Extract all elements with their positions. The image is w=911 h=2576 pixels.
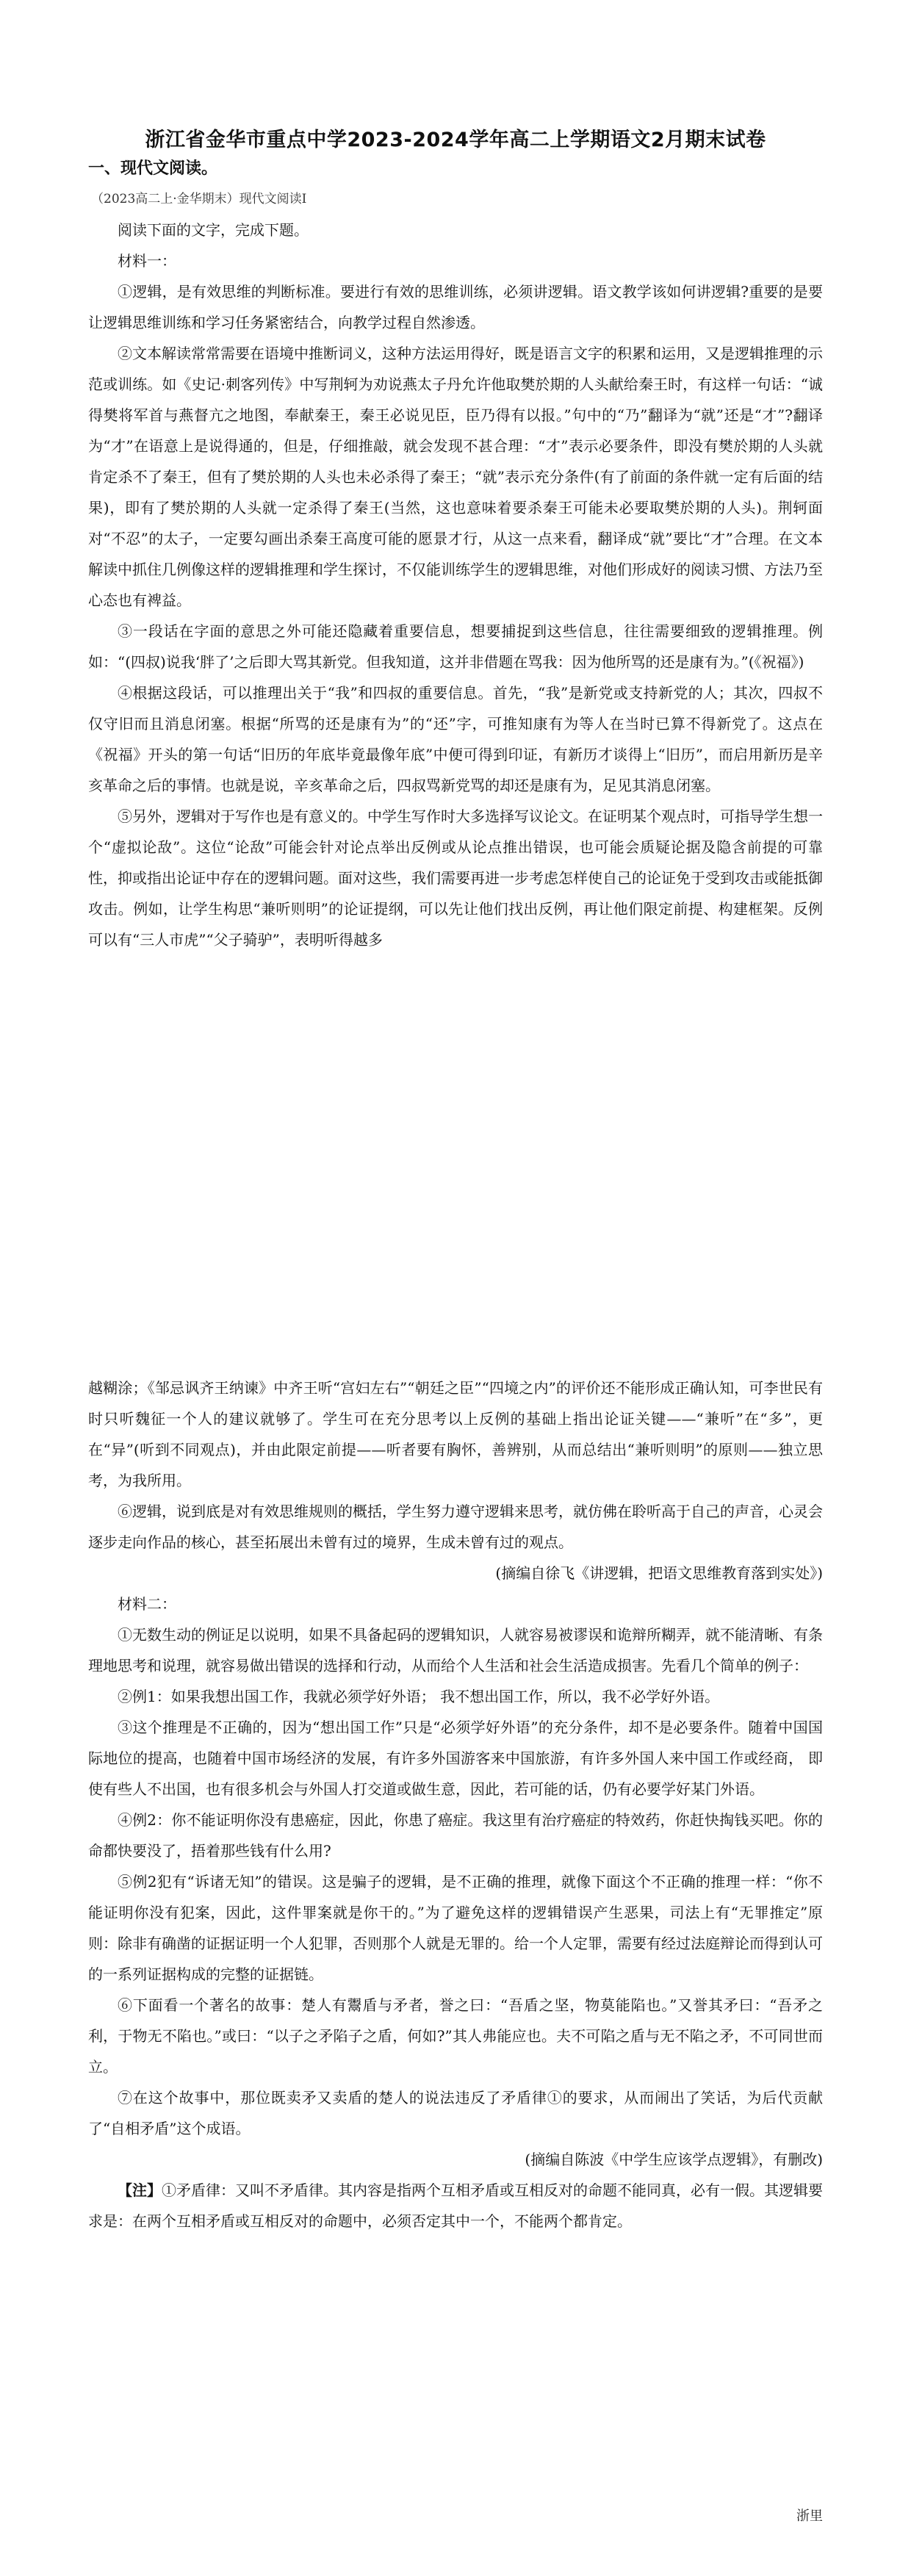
- footnote: [88, 2175, 823, 2237]
- material-two-label: 材料二：: [118, 1595, 176, 1613]
- material-one-label: 材料一：: [118, 252, 176, 270]
- material-one-paragraph-2: ②文本解读常常需要在语境中推断词义，这种方法运用得好，既是语言文字的积累和运用，又是逻辑推理的示范或训练。如《史记·刺客列传》中写荆轲为劝说燕太子丹允许他取樊於期的人头献给秦王时，有这样一句话：“诚得樊将军首与燕督亢之地图，奉献秦王，秦王必说见臣，臣乃得有以报。”句中的“乃”翻译为“就”还是“才”?翻译为“才”在语意上是说得通的，但是，仔细推敲，就会发现不甚合理：“才”表示必要条件，即没有樊於期的人头就肯定杀不了秦王，但有了樊於期的人头也未必杀得了秦王；“就”表示充分条件(有了前面的条件就一定有后面的结果)，即有了樊於期的人头就一定杀得了秦王(当然，这也意味着要杀秦王可能未必要取樊於期的人头)。荆轲面对“不忍”的太子，一定要勾画出杀秦王高度可能的愿景才行，从这一点来看，翻译成“就”要比“才”合理。在文本解读中抓住几例像这样的逻辑推理和学生探讨，不仅能训练学生的逻辑思维，对他们形成好的阅读习惯、方法乃至心态也有裨益。: [88, 345, 823, 609]
- section-heading: 一、现代文阅读。: [88, 159, 218, 178]
- material-two-block: [88, 1372, 823, 2237]
- material-one-block: [88, 215, 823, 955]
- material-two-citation: (摘编自陈波《中学生应该学点逻辑》，有删改): [525, 2151, 823, 2168]
- material-two-paragraph-1: ①无数生动的例证足以说明，如果不具备起码的逻辑知识，人就容易被谬误和诡辩所糊弄，就不能清晰、有条理地思考和说理，就容易做出错误的选择和行动，从而给个人生活和社会生活造成损害。先看几个简单的例子：: [88, 1626, 823, 1674]
- material-one-paragraph-5a: ⑤另外，逻辑对于写作也是有意义的。中学生写作时大多选择写议论文。在证明某个观点时，可指导学生想一个“虚拟论敌”。这位“论敌”可能会针对论点举出反例或从论点推出错误，也可能会质疑论据及隐含前提的可靠性，抑或指出论证中存在的逻辑问题。面对这些，我们需要再进一步考虑怎样使自己的论证免于受到攻击或能抵御攻击。例如，让学生构思“兼听则明”的论证提纲，可以先让他们找出反例，再让他们限定前提、构建框架。反例可以有“三人市虎”“父子骑驴”，表明听得越多: [88, 807, 823, 949]
- exam-title: 浙江省金华市重点中学2023-2024学年高二上学期语文2月期末试卷: [145, 129, 766, 151]
- footnote-text: ①矛盾律：又叫不矛盾律。其内容是指两个互相矛盾或互相反对的命题不能同真，必有一假。其逻辑要求是：在两个互相矛盾或互相反对的命题中，必须否定其中一个，不能两个都肯定。: [88, 2181, 823, 2230]
- material-two-paragraph-6: ⑥下面看一个著名的故事：楚人有鬻盾与矛者，誉之曰：“吾盾之坚，物莫能陷也。”又誉其矛曰：“吾矛之利，于物无不陷也。”或曰：“以子之矛陷子之盾，何如?”其人弗能应也。夫不可陷之盾与无不陷之矛，不可同世而立。: [88, 1996, 823, 2076]
- material-one-paragraph-5b: 越糊涂；《邹忌讽齐王纳谏》中齐王听“宫妇左右”“朝廷之臣”“四境之内”的评价还不能形成正确认知，可李世民有时只听魏征一个人的建议就够了。学生可在充分思考以上反例的基础上指出论证关键——“兼听”在“多”，更在“异”(听到不同观点)，并由此限定前提——听者要有胸怀，善辨别，从而总结出“兼听则明”的原则——独立思考，为我所用。: [88, 1379, 823, 1489]
- instruction: 阅读下面的文字，完成下题。: [118, 221, 309, 239]
- material-one-paragraph-1: ①逻辑，是有效思维的判断标准。要进行有效的思维训练，必须讲逻辑。语文教学该如何讲逻辑?重要的是要让逻辑思维训练和学习任务紧密结合，向教学过程自然渗透。: [88, 283, 823, 331]
- page-footer: 浙里: [796, 2508, 823, 2524]
- material-one-paragraph-3: ③一段话在字面的意思之外可能还隐藏着重要信息，想要捕捉到这些信息，往往需要细致的逻辑推理。例如：“(四叔)说我‘胖了’之后即大骂其新党。但我知道，这并非借题在骂我：因为他所骂的还是康有为。”(《祝福》): [88, 622, 823, 671]
- material-one-paragraph-4: ④根据这段话，可以推理出关于“我”和四叔的重要信息。首先，“我”是新党或支持新党的人；其次，四叔不仅守旧而且消息闭塞。根据“所骂的还是康有为”的“还”字，可推知康有为等人在当时已算不得新党了。这点在《祝福》开头的第一句话“旧历的年底毕竟最像年底”中便可得到印证，有新历才谈得上“旧历”，而启用新历是辛亥革命之后的事情。也就是说，辛亥革命之后，四叔骂新党骂的却还是康有为，足见其消息闭塞。: [88, 684, 823, 794]
- material-one-citation: (摘编自徐飞《讲逻辑，把语文思维教育落到实处》): [495, 1564, 823, 1582]
- material-two-paragraph-4: ④例2：你不能证明你没有患癌症，因此，你患了癌症。我这里有治疗癌症的特效药，你赶快掏钱买吧。你的命都快要没了，捂着那些钱有什么用?: [88, 1811, 823, 1860]
- question-source: （2023高二上·金华期末）现代文阅读Ⅰ: [91, 192, 307, 206]
- material-one-paragraph-6: ⑥逻辑，说到底是对有效思维规则的概括，学生努力遵守逻辑来思考，就仿佛在聆听高于自己的声音，心灵会逐步走向作品的核心，甚至拓展出未曾有过的境界，生成未曾有过的观点。: [88, 1503, 823, 1551]
- footnote-tag: 【注】: [118, 2181, 162, 2199]
- material-two-paragraph-5: ⑤例2犯有“诉诸无知”的错误。这是骗子的逻辑，是不正确的推理，就像下面这个不正确的推理一样：“你不能证明你没有犯案，因此，这件罪案就是你干的。”为了避免这样的逻辑错误产生恶果，司法上有“无罪推定”原则：除非有确凿的证据证明一个人犯罪，否则那个人就是无罪的。给一个人定罪，需要有经过法庭辩论而得到认可的一系列证据构成的完整的证据链。: [88, 1873, 823, 1983]
- material-two-paragraph-3: ③这个推理是不正确的，因为“想出国工作”只是“必须学好外语”的充分条件，却不是必要条件。随着中国国际地位的提高，也随着中国市场经济的发展，有许多外国游客来中国旅游，有许多外国人来中国工作或经商， 即使有些人不出国，也有很多机会与外国人打交道或做生意，因此，若可能的话，仍有必要学好某门外语。: [88, 1719, 823, 1798]
- material-two-paragraph-7: ⑦在这个故事中，那位既卖矛又卖盾的楚人的说法违反了矛盾律①的要求，从而闹出了笑话，为后代贡献了“自相矛盾”这个成语。: [88, 2089, 823, 2137]
- material-two-paragraph-2: ②例1：如果我想出国工作，我就必须学好外语； 我不想出国工作，所以，我不必学好外语。: [118, 1688, 720, 1705]
